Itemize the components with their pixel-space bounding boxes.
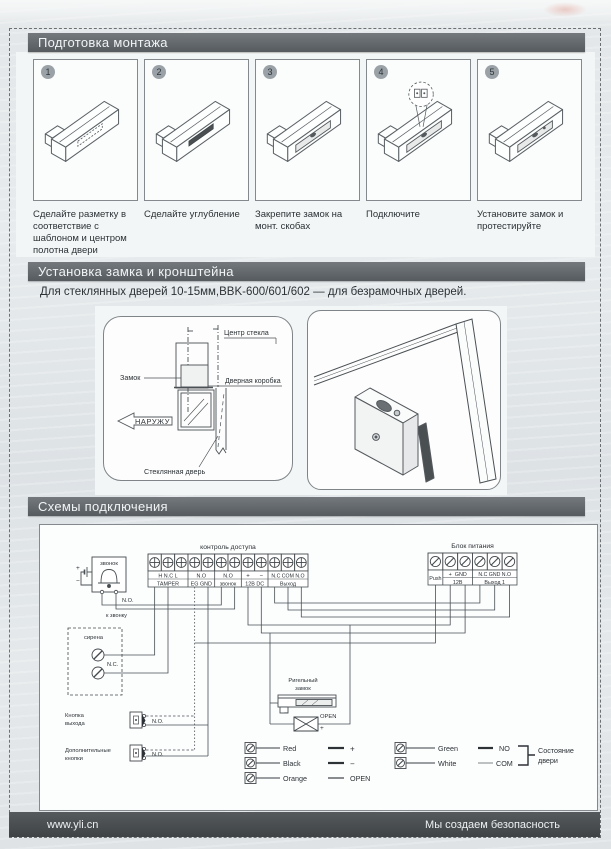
minus-label: − <box>284 710 288 717</box>
step-caption: Сделайте углубление <box>144 209 240 220</box>
power-strip-title: Блок питания <box>451 543 494 550</box>
terminal-group-label: звонок <box>219 581 237 588</box>
bolt-lock-label: замок <box>295 686 311 692</box>
step-number-badge: 4 <box>374 65 388 79</box>
step-illustration-2 <box>144 59 249 201</box>
battery-minus: − <box>76 578 80 585</box>
terminal-icon <box>255 554 268 571</box>
step-panel-5 <box>477 59 582 257</box>
legend-color-name: Red <box>283 744 297 753</box>
terminal-group-label: − <box>259 573 264 580</box>
exit-button-label: Кнопка <box>65 713 84 719</box>
extra-buttons-label: кнопки <box>65 756 83 762</box>
glass-center-label: Центр стекла <box>224 328 269 337</box>
terminal-icon <box>473 553 488 570</box>
exit-button-label: выхода <box>65 721 85 727</box>
step-illustration-4 <box>366 59 471 201</box>
legend-value: − <box>350 759 355 769</box>
exit-no-label: N.O. <box>152 719 164 725</box>
access-control-strip <box>148 544 308 587</box>
to-bell-label: к звонку <box>106 613 127 619</box>
channel-drawing-icon <box>259 78 356 196</box>
terminal-group-label: N.C COM N.O <box>271 573 305 580</box>
legend-value: NO <box>499 744 510 753</box>
step-panel-4 <box>366 59 471 257</box>
siren-nc-label: N.C. <box>107 662 119 668</box>
scan-smudge <box>543 2 587 17</box>
terminal-icon <box>228 554 241 571</box>
screw-terminal-icon <box>395 758 406 769</box>
open-contact-icon <box>294 717 318 731</box>
step-caption: Сделайте разметку в соответствие с шаблоном и центром полотна двери <box>33 209 127 256</box>
terminal-icon <box>487 553 502 570</box>
scan-light-edge <box>0 0 611 22</box>
lock-label: Замок <box>120 373 141 382</box>
step-panel-1 <box>33 59 138 257</box>
footer-slogan: Мы создаем безопасность <box>425 818 560 831</box>
install-diagram <box>103 316 293 481</box>
terminal-icon <box>161 554 174 571</box>
bolt-lock-label: Ригельный <box>288 678 318 684</box>
legend-value: + <box>350 744 355 754</box>
terminal-icon <box>428 553 443 570</box>
step-number-badge: 3 <box>263 65 277 79</box>
terminal-group-label: 12В DC <box>245 581 265 588</box>
screw-terminal-icon <box>245 758 256 769</box>
legend-color-name: White <box>438 759 457 768</box>
terminal-icon <box>268 554 281 571</box>
terminal-icon <box>443 553 458 570</box>
channel-drawing-icon <box>37 78 134 196</box>
door-state-label: двери <box>538 756 558 765</box>
legend-color-name: Black <box>283 759 301 768</box>
step-illustration-3 <box>255 59 360 201</box>
legend-color-name: Green <box>438 744 458 753</box>
step-panel-3 <box>255 59 360 257</box>
extra-buttons-block <box>65 745 164 762</box>
terminal-icon <box>281 554 294 571</box>
screw-terminal-icon <box>395 743 406 754</box>
legend-value: OPEN <box>350 774 371 783</box>
push-button-icon <box>130 712 146 728</box>
terminal-group-label: EG GND <box>190 581 212 588</box>
step-caption: Подключите <box>366 209 420 220</box>
terminal-icon <box>458 553 473 570</box>
terminal-group-label: TAMPER <box>156 581 180 588</box>
terminal-group-label: H N.C L <box>158 573 178 580</box>
step-number-badge: 2 <box>152 65 166 79</box>
section-header-prep <box>28 33 585 52</box>
section-header-install <box>28 262 585 281</box>
terminal-icon <box>215 554 228 571</box>
step-number-badge: 1 <box>41 65 55 79</box>
extra-buttons-label: Дополнительные <box>65 748 111 754</box>
channel-drawing-icon <box>148 78 245 196</box>
terminal-icon <box>175 554 188 571</box>
install-note: Для стеклянных дверей 10-15мм,BBK-600/601/602 — для безрамочных дверей. <box>40 286 467 298</box>
glass-door-label: Стеклянная дверь <box>144 467 206 476</box>
prep-title: Подготовка монтажа <box>38 35 168 50</box>
battery-plus: + <box>76 565 80 572</box>
siren-label: сирена <box>84 635 104 641</box>
step-caption: Закрепите замок на монт. скобах <box>255 209 343 232</box>
outside-label: НАРУЖУ <box>135 417 171 426</box>
install-photo-drawing <box>307 310 501 490</box>
terminal-group-label: Выход 1 <box>484 579 506 586</box>
legend-value: COM <box>496 759 513 768</box>
door-state-label: Состояние <box>538 746 574 755</box>
terminal-icon <box>188 554 201 571</box>
step-number-badge: 5 <box>485 65 499 79</box>
footer-bar <box>9 812 600 837</box>
step-caption: Установите замок и протестируйте <box>477 209 564 232</box>
terminal-group-label: N.O <box>223 573 233 580</box>
terminal-group-label: Push <box>429 576 442 582</box>
wire-color-legend-left <box>245 743 370 784</box>
section-header-wiring <box>28 497 585 516</box>
screw-terminal-icon <box>245 773 256 784</box>
terminal-group-label: 12В <box>452 579 463 586</box>
power-supply-strip <box>428 543 517 586</box>
terminal-group-label: + GND <box>448 572 467 578</box>
terminal-icon <box>201 554 214 571</box>
terminal-icon <box>148 554 161 571</box>
door-frame-label: Дверная коробка <box>225 378 281 385</box>
terminal-icon <box>295 554 308 571</box>
push-button-icon <box>130 745 146 761</box>
terminal-group-label: N.C GND N.O <box>478 572 511 578</box>
step-illustration-1 <box>33 59 138 201</box>
prep-steps-row <box>33 59 583 257</box>
terminal-group-label: + <box>246 573 250 580</box>
terminal-icon <box>241 554 254 571</box>
siren-block <box>68 628 122 695</box>
screw-terminal-icon <box>245 743 256 754</box>
step-illustration-5 <box>477 59 582 201</box>
wire-color-legend-right <box>395 743 574 769</box>
brace-icon <box>518 746 535 765</box>
install-title: Установка замка и кронштейна <box>38 264 234 279</box>
bell-no-label: N.O. <box>122 598 134 604</box>
step-panel-2 <box>144 59 249 257</box>
terminal-group-label: N.O <box>196 573 207 580</box>
channel-drawing-icon <box>481 78 578 196</box>
access-strip-title: контроль доступа <box>200 544 256 551</box>
extra-no-label: N.O. <box>152 752 164 758</box>
bell-label: звонок <box>100 561 118 567</box>
open-label: OPEN <box>320 714 337 720</box>
legend-color-name: Orange <box>283 774 307 783</box>
doorbell-block <box>76 557 134 619</box>
battery-icon <box>81 567 92 585</box>
channel-connector-drawing-icon <box>370 78 467 196</box>
exit-button-block <box>65 712 164 728</box>
wiring-diagram <box>39 524 598 811</box>
terminal-group-label: Выход <box>279 581 297 588</box>
wiring-title: Схемы подключения <box>38 499 168 514</box>
footer-url: www.yli.cn <box>47 818 99 831</box>
terminal-icon <box>502 553 517 570</box>
plus-label: + <box>320 725 324 732</box>
